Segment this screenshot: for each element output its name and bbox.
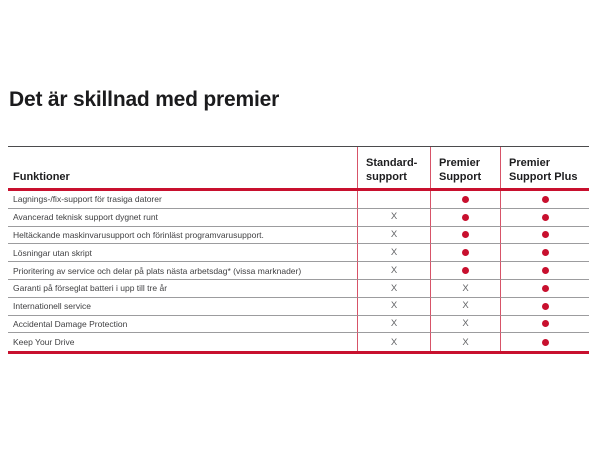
feature-label: Prioritering av service och delar på plats nästa arbetsdag* (vissa marknader) [8, 262, 357, 280]
column-header-premier-support [430, 147, 500, 188]
standard-support-cell [357, 262, 430, 280]
included-dot-icon [462, 249, 469, 256]
premier-support-plus-cell [500, 316, 589, 334]
x-mark: X [390, 264, 398, 276]
feature-label: Lagnings-/fix-support för trasiga datorer [8, 191, 357, 209]
column-header-features: Funktioner [13, 170, 70, 183]
feature-label: Internationell service [8, 298, 357, 316]
column-header-standard-support [357, 147, 430, 188]
x-mark: X [390, 229, 398, 241]
standard-support-cell [357, 191, 430, 209]
standard-support-cell [357, 209, 430, 227]
premier-support-cell [430, 227, 500, 245]
x-mark: X [390, 318, 398, 330]
x-mark: X [390, 336, 398, 348]
standard-support-cell [357, 298, 430, 316]
x-mark: X [390, 300, 398, 312]
feature-label: Garanti på förseglat batteri i upp till tre år [8, 280, 357, 298]
included-dot-icon [542, 231, 549, 238]
standard-support-cell [357, 333, 430, 351]
included-dot-icon [542, 339, 549, 346]
x-mark: X [462, 318, 469, 330]
premier-support-cell [430, 191, 500, 209]
feature-label: Avancerad teknisk support dygnet runt [8, 209, 357, 227]
premier-support-plus-cell [500, 262, 589, 280]
premier-support-cell [430, 280, 500, 298]
premier-support-cell [430, 244, 500, 262]
premier-support-cell [430, 209, 500, 227]
standard-support-cell [357, 280, 430, 298]
feature-label: Heltäckande maskinvarusupport och förinläst programvarusupport. [8, 227, 357, 245]
x-mark: X [390, 282, 398, 294]
included-dot-icon [462, 214, 469, 221]
premier-support-plus-cell [500, 227, 589, 245]
premier-support-plus-cell [500, 298, 589, 316]
included-dot-icon [542, 267, 549, 274]
premier-support-plus-cell [500, 244, 589, 262]
included-dot-icon [542, 320, 549, 327]
column-header-premier-line2: Support [439, 170, 482, 183]
premier-support-cell [430, 316, 500, 334]
support-comparison-table [8, 146, 589, 354]
table-bottom-line [8, 351, 589, 354]
standard-support-cell [357, 316, 430, 334]
column-header-standard-line1: Standard- [366, 156, 418, 169]
page-title: Det är skillnad med premier [9, 88, 280, 111]
x-mark: X [462, 300, 469, 312]
included-dot-icon [462, 231, 469, 238]
feature-label: Accidental Damage Protection [8, 316, 357, 334]
included-dot-icon [542, 249, 549, 256]
standard-support-cell [357, 227, 430, 245]
column-header-premier-line1: Premier [439, 156, 480, 169]
feature-label: Keep Your Drive [13, 337, 75, 348]
premier-support-plus-cell [500, 209, 589, 227]
standard-support-cell [357, 244, 430, 262]
column-header-premier-plus-line2: Support Plus [509, 170, 578, 183]
column-header-premier-plus-line1: Premier [509, 156, 550, 169]
column-header-premier-support-plus [500, 147, 589, 188]
included-dot-icon [542, 196, 549, 203]
premier-support-plus-cell [500, 333, 589, 351]
x-mark: X [390, 247, 398, 259]
column-header-standard-line2: support [366, 170, 407, 183]
included-dot-icon [542, 214, 549, 221]
x-mark: X [390, 211, 398, 223]
feature-label: Lösningar utan skript [8, 244, 357, 262]
premier-support-plus-cell [500, 280, 589, 298]
included-dot-icon [542, 285, 549, 292]
premier-support-plus-cell [500, 191, 589, 209]
premier-support-cell [430, 262, 500, 280]
included-dot-icon [462, 267, 469, 274]
premier-support-cell [430, 298, 500, 316]
included-dot-icon [462, 196, 469, 203]
x-mark: X [462, 282, 469, 294]
included-dot-icon [542, 303, 549, 310]
premier-support-cell [430, 333, 500, 351]
x-mark: X [462, 336, 469, 348]
